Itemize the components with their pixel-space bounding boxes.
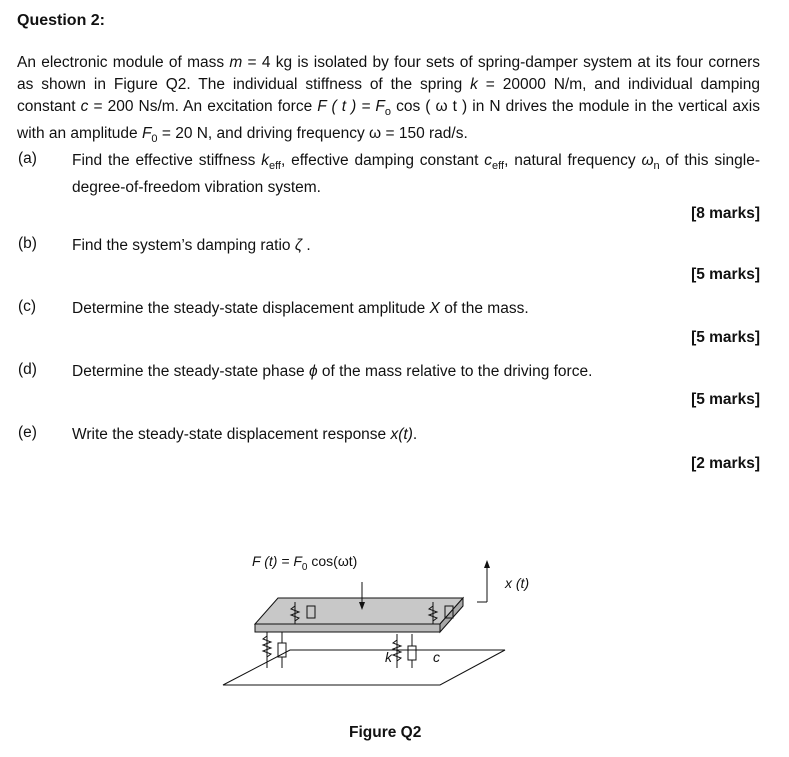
part-d-label: (d) [18, 361, 37, 378]
part-a-marks: [8 marks] [691, 205, 760, 222]
lower-spring-damper-center [393, 634, 416, 668]
part-d-marks: [5 marks] [691, 391, 760, 408]
force-label: F $(t) = F_0$ cos(ωt) [252, 553, 358, 573]
displacement-label: x (t) [505, 575, 530, 591]
part-c-text: Determine the steady-state displacement amplitude X of the mass. [72, 300, 529, 317]
module-plate-front [255, 624, 440, 632]
figure-caption: Figure Q2 [349, 724, 422, 741]
part-b-marks: [5 marks] [691, 266, 760, 283]
k-label: k [385, 649, 392, 665]
part-e-marks: [2 marks] [691, 455, 760, 472]
question-title: Question 2: [17, 12, 106, 29]
ground-plane [223, 650, 505, 685]
module-plate-top [255, 598, 463, 624]
part-a-label: (a) [18, 150, 37, 167]
c-label: c [433, 649, 440, 665]
spring-damper-figure [215, 540, 545, 700]
part-d-text: Determine the steady-state phase ϕ of the mass relative to the driving force. [72, 363, 593, 380]
part-a-text: Find the effective stiffness $k_{eff}$, effective damping constant $c_{eff}$, natural frequency $\omega_n$ of this single-degree-of-freedom vibration system. [72, 152, 760, 197]
part-c-marks: [5 marks] [691, 329, 760, 346]
part-b-label: (b) [18, 235, 37, 252]
part-c-label: (c) [18, 298, 37, 315]
problem-statement: An electronic module of mass m = 4 kg is isolated by four sets of spring-damper system at its four corners as shown in Figure Q2. The individual stiffness of the spring k = 20000 N/m, and individual damping constant c = 200 Ns/m. An excitation force F ( t ) = $F_o$ cos ( ω t ) in N drives the module in the vertical axis with an amplitude $F_0 = 20$ N, and driving frequency ω = 150 rad/s. [17, 54, 761, 146]
part-b-text: Find the system’s damping ratio ζ . [72, 237, 311, 254]
part-e-label: (e) [18, 424, 37, 441]
part-e-text: Write the steady-state displacement response x(t). [72, 426, 418, 443]
displacement-arrow [477, 560, 490, 602]
